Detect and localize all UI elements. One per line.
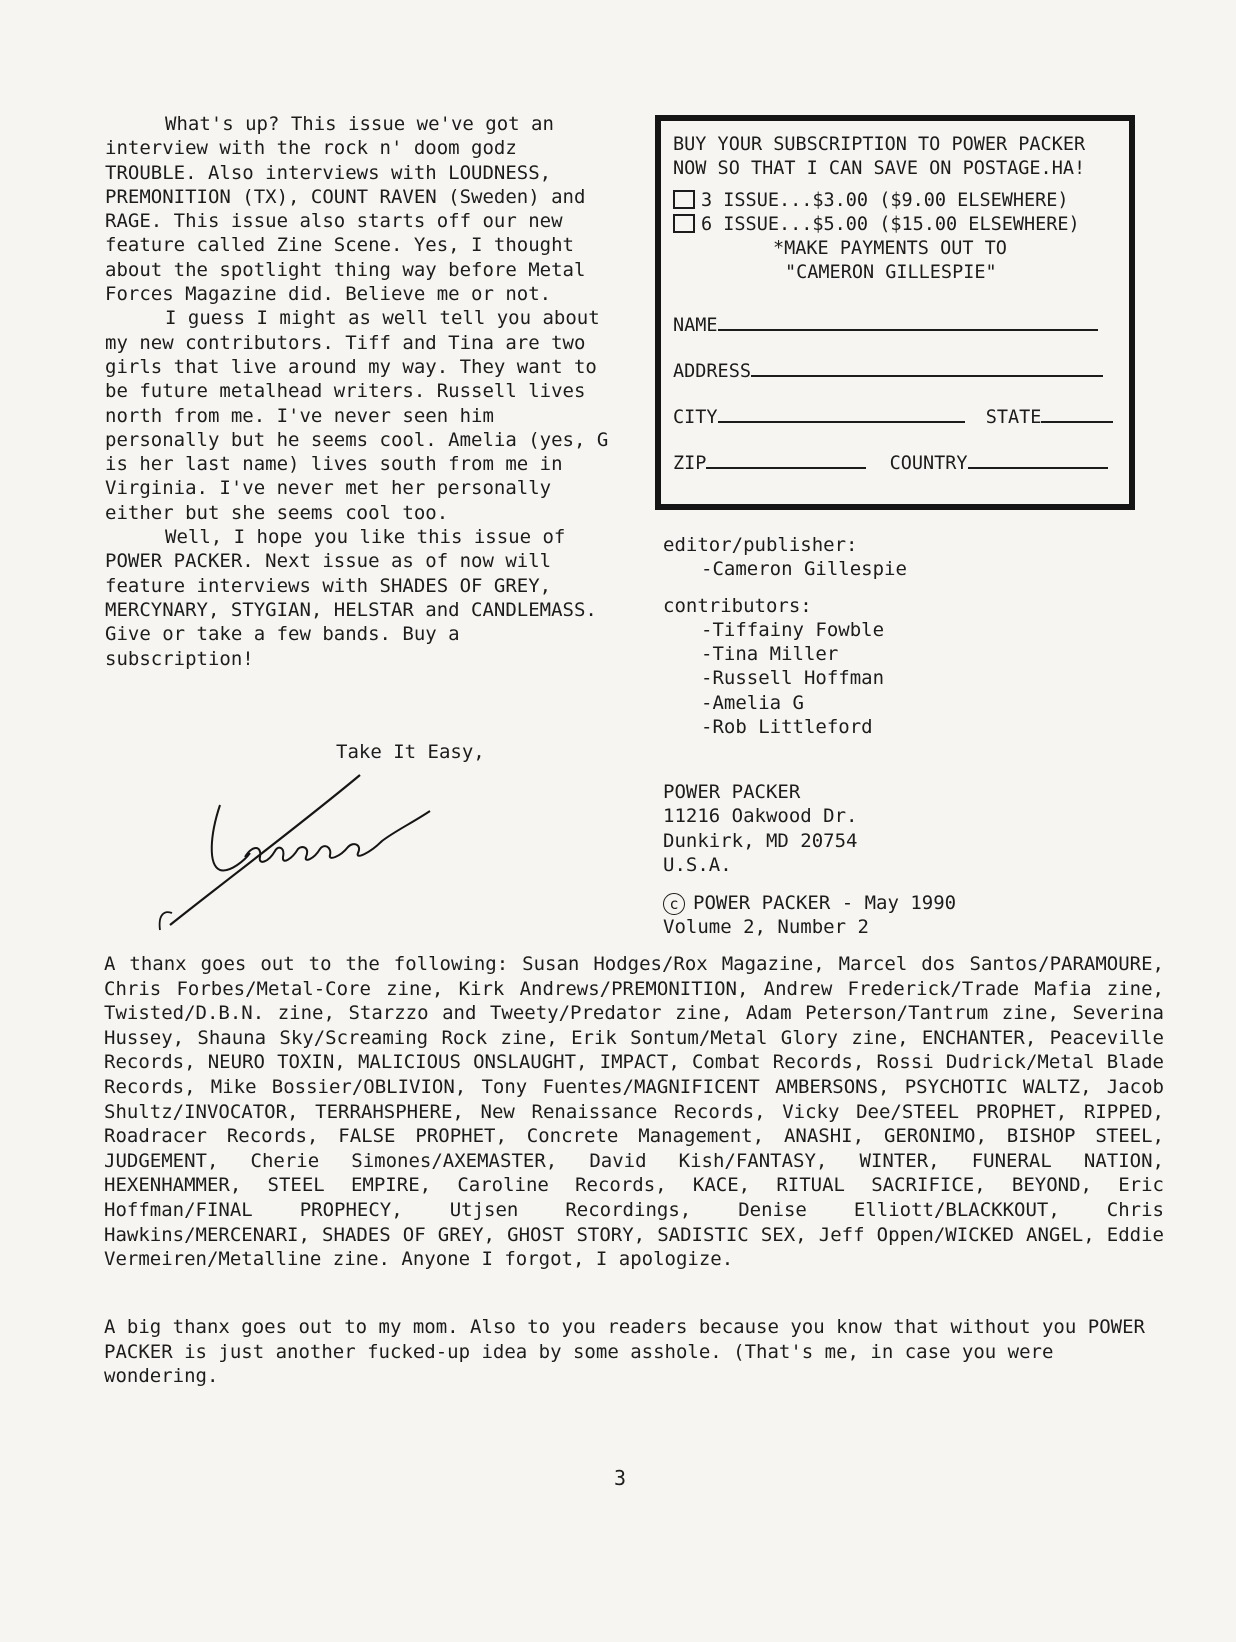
address-field[interactable]: ADDRESS: [673, 357, 1103, 384]
letter-paragraph-2: I guess I might as well tell you about my new contributors. Tiff and Tina are two girls that live around my way. They want to be future metalhead writers. Russell lives north from me. I've never seen him personally but he seems cool. Amelia (yes, G is her last name) lives south from me in Virginia. I've never met her personally either but she seems cool too.: [105, 307, 609, 524]
contributor-item: -Amelia G: [701, 691, 804, 714]
address-line[interactable]: [751, 357, 1103, 377]
checkbox-3-issue[interactable]: [673, 190, 695, 209]
zip-line[interactable]: [706, 449, 866, 469]
editor-name: -Cameron Gillespie: [701, 558, 907, 581]
page-number: 3: [614, 1466, 627, 1490]
name-line[interactable]: [718, 311, 1098, 331]
editor-letter: [105, 112, 615, 671]
letter-paragraph-1: What's up? This issue we've got an interview with the rock n' doom godz TROUBLE. Also interviews with LOUDNESS, PREMONITION (TX), COUNT RAVEN (Sweden) and RAGE. This issue also starts off our new feature called Zine Scene. Yes, I thought about the spotlight thing way before Metal Forces Magazine did. Believe me or not.: [105, 113, 586, 306]
contributor-item: -Tina Miller: [701, 643, 839, 666]
editor-heading: editor/publisher:: [663, 534, 858, 556]
checkbox-6-issue[interactable]: [673, 214, 695, 233]
copyright-icon: c: [663, 893, 685, 915]
thanks-paragraph: A thanx goes out to the following: Susan Hodges/Rox Magazine, Marcel dos Santos/PARAMOURE, Chris Forbes/Metal-Core zine, Kirk Andrews/PREMONITION, Andrew Frederick/Trade Mafia zine, Twisted/D.B.N. zine, Starzzo and Tweety/Predator zine, Adam Peterson/Tantrum zine, Severina Hussey, Shauna Sky/Screaming Rock zine, Erik Sontum/Metal Glory zine, ENCHANTER, Peaceville Records, NEURO TOXIN, MALICIOUS ONSLAUGHT, IMPACT, Combat Records, Rossi Dudrick/Metal Blade Records, Mike Bossier/OBLIVION, Tony Fuentes/MAGNIFICENT AMBERSONS, PSYCHOTIC WALTZ, Jacob Shultz/INVOCATOR, TERRAHSPHERE, New Renaissance Records, Vicky Dee/STEEL PROPHET, RIPPED, Roadracer Records, FALSE PROPHET, Concrete Management, ANASHI, GERONIMO, BISHOP STEEL, JUDGEMENT, Cherie Simones/AXEMASTER, David Kish/FANTASY, WINTER, FUNERAL NATION, HEXENHAMMER, STEEL EMPIRE, Caroline Records, KACE, RITUAL SACRIFICE, BEYOND, Eric Hoffman/FINAL PROPHECY, Utjsen Recordings, Denise Elliott/BLACKKOUT, Chris Hawkins/MERCENARI, SHADES OF GREY, GHOST STORY, SADISTIC SEX, Jeff Oppen/WICKED ANGEL, Eddie Vermeiren/Metalline zine. Anyone I forgot, I apologize.: [104, 953, 1164, 1271]
address-line-3: Dunkirk, MD 20754: [663, 829, 858, 852]
payments-note-1: *MAKE PAYMENTS OUT TO: [773, 238, 1007, 259]
contributor-item: -Tiffainy Fowble: [701, 618, 885, 641]
copyright-line-2: Volume 2, Number 2: [663, 916, 869, 939]
subscription-line-2: NOW SO THAT I CAN SAVE ON POSTAGE.HA!: [673, 158, 1086, 179]
option-6-issue[interactable]: 6 ISSUE...$5.00 ($15.00 ELSEWHERE): [673, 213, 1080, 237]
address-line-1: POWER PACKER: [663, 781, 801, 803]
payments-note-2: "CAMERON GILLESPIE": [785, 262, 997, 283]
state-line[interactable]: [1041, 403, 1113, 423]
subscription-form: [655, 115, 1135, 510]
signoff: Take It Easy,: [336, 741, 485, 763]
mailing-address: [663, 780, 857, 877]
credits: [663, 533, 907, 739]
contributor-item: -Rob Littleford: [701, 716, 873, 739]
option-3-issue[interactable]: 3 ISSUE...$3.00 ($9.00 ELSEWHERE): [673, 189, 1069, 213]
contributor-item: -Russell Hoffman: [701, 667, 885, 690]
signature-icon: [150, 765, 460, 935]
address-line-4: U.S.A.: [663, 853, 732, 876]
copyright-notice: [663, 891, 956, 940]
city-state-field[interactable]: CITY STATE: [673, 403, 1113, 430]
copyright-line-1: POWER PACKER - May 1990: [693, 892, 957, 914]
address-line-2: 11216 Oakwood Dr.: [663, 805, 858, 828]
name-field[interactable]: NAME: [673, 311, 1098, 338]
subscription-line-1: BUY YOUR SUBSCRIPTION TO POWER PACKER: [673, 134, 1086, 155]
city-line[interactable]: [718, 403, 965, 423]
letter-paragraph-3: Well, I hope you like this issue of POWER PACKER. Next issue as of now will feature interviews with SHADES OF GREY, MERCYNARY, STYGIAN, HELSTAR and CANDLEMASS. Give or take a few bands. Buy a subscription!: [105, 526, 597, 670]
country-line[interactable]: [968, 449, 1108, 469]
big-thanks-paragraph: A big thanx goes out to my mom. Also to you readers because you know that without you POWER PACKER is just another fucked-up idea by some asshole. (That's me, in case you were wondering.: [104, 1316, 1145, 1388]
contributors-heading: contributors:: [663, 594, 812, 617]
zip-country-field[interactable]: ZIP COUNTRY: [673, 449, 1108, 476]
